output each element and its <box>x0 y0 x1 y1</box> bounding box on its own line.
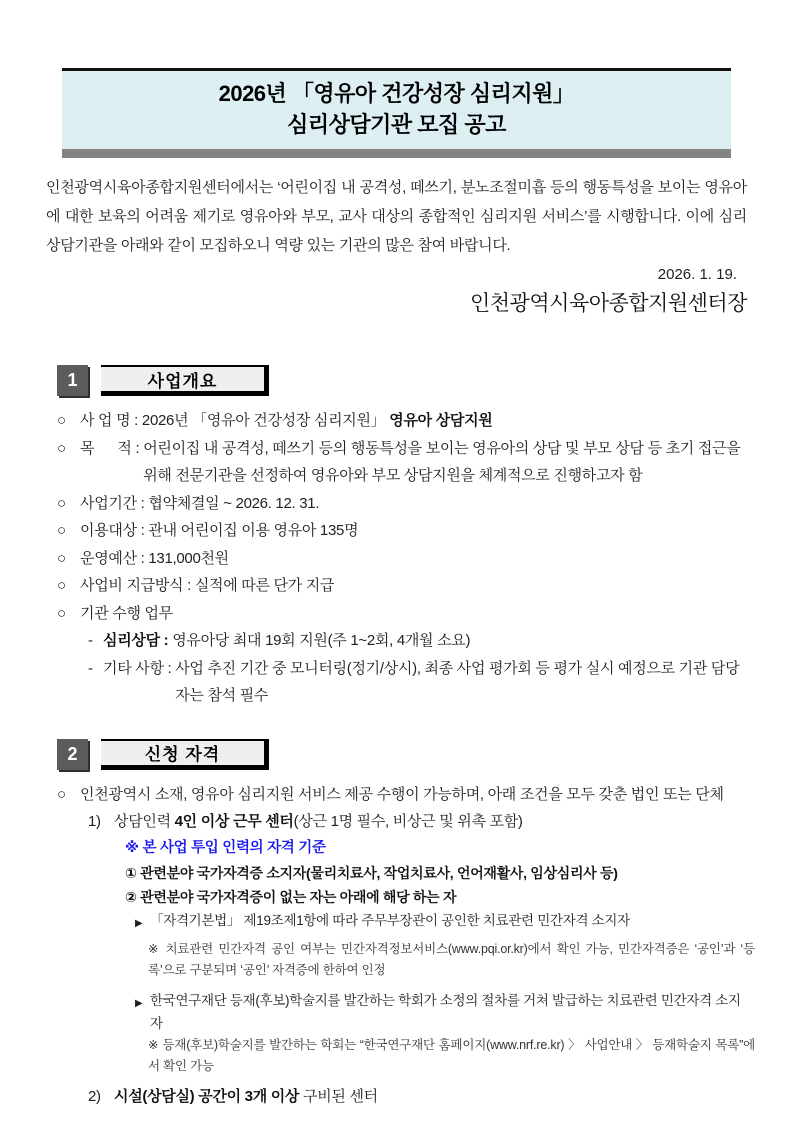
subrow-value: 사업 추진 기간 중 모니터링(정기/상시), 최종 사업 평가회 등 평가 실시 예정으로 기관 담당자는 참석 필수 <box>175 659 740 704</box>
circle-bullet-icon: ○ <box>57 785 66 803</box>
row-value: 협약체결일 ~ 2026. 12. 31. <box>148 494 320 512</box>
issuer-signature: 인천광역시육아종합지원센터장 <box>469 292 747 315</box>
announcement-date: 2026. 1. 19. <box>657 266 737 283</box>
section-2-number-badge: 2 <box>57 739 88 770</box>
section-2-body <box>57 781 751 809</box>
row-label: 사 업 명 : <box>80 412 142 429</box>
value-text: 2026년 「영유아 건강성장 심리지원」 <box>141 412 390 429</box>
circle-bullet-icon: ○ <box>57 439 66 457</box>
note-private-license-check: ※ 치료관련 민간자격 공인 여부는 민간자격정보서비스(www.pqi.or.kr)에서 확인 가능, 민간자격증은 ‘공인’과 ‘등록’으로 구분되며 ‘공인’ 자격증에 한하여 인정 <box>148 942 755 977</box>
section-1-title: 사업개요 <box>101 365 269 396</box>
row-label: 목 적 : <box>80 439 144 457</box>
subrow-label-bold: 심리상담 : <box>103 632 173 649</box>
row-value: 관내 어린이집 이용 영유아 135명 <box>148 522 359 539</box>
circle-bullet-icon: ○ <box>57 549 66 567</box>
row-label: 사업비 지급방식 : <box>80 577 195 594</box>
row-label: 이용대상 : <box>80 522 149 539</box>
section-1-body <box>57 407 751 710</box>
intro-paragraph: 인천광역시육아종합지원센터에서는 ‘어린이집 내 공격성, 떼쓰기, 분노조절미흡 등의 행동특성을 보이는 영유아에 대한 보육의 어려움 제기로 영유아와 부모, 교사 대상의 종합적인 심리지원 서비스’를 시행합니다. 이에 심리상담기관을 아래와 같이 모집하오니 역량 있는 기관의 많은 참여 바랍니다. <box>46 179 747 254</box>
bullet-nrf-journal-license <box>135 989 753 1035</box>
requirement-2 <box>88 1083 793 1111</box>
row-purpose <box>57 435 751 490</box>
title-underline-bar <box>62 149 731 158</box>
subrow-value: 영유아당 최대 19회 지원(주 1~2회, 4개월 소요) <box>172 632 471 649</box>
circle-bullet-icon: ○ <box>57 412 66 429</box>
bullet-text: 한국연구재단 등재(후보)학술지를 발간하는 학회가 소정의 절차를 거쳐 발급하는 치료관련 민간자격 소지자 <box>150 993 741 1031</box>
row-label: 사업기간 : <box>80 494 149 512</box>
item-text <box>114 1083 793 1111</box>
notice-title-banner <box>62 68 731 149</box>
bullet-accredited-private-license <box>135 909 753 935</box>
arrow-bullet-icon: ▶ <box>135 998 143 1009</box>
section-2-title: 신청 자격 <box>101 739 269 770</box>
bullet-text: 「자격기본법」 제19조제1항에 따라 주무부장관이 공인한 치료관련 민간자격 소지자 <box>150 913 630 928</box>
notice-title-line1: 2026년 「영유아 건강성장 심리지원」 <box>218 81 575 106</box>
row-value: 131,000천원 <box>148 549 229 567</box>
row-agency-duties <box>57 600 751 628</box>
requirement-1 <box>88 808 793 836</box>
row-project-name <box>57 407 751 435</box>
dash-bullet-icon: - <box>88 632 93 649</box>
row-value: 어린이집 내 공격성, 떼쓰기 등의 행동특성을 보이는 영유아의 상담 및 부모 상담 등 초기 접근을 위해 전문기관을 선정하여 영유아와 부모 상담지원을 체계적으로 진행하고자 함 <box>143 439 741 484</box>
value-bold-text: 영유아 상담지원 <box>389 412 493 429</box>
section-1-number-badge: 1 <box>57 365 88 396</box>
item-number: 2) <box>88 1088 105 1105</box>
subrow-counseling <box>88 627 751 655</box>
item-number: 1) <box>88 813 105 830</box>
row-label: 기관 수행 업무 <box>80 604 173 622</box>
value-text: 상담인력 <box>114 813 175 830</box>
circle-bullet-icon: ○ <box>57 494 66 512</box>
subrow-other-matters <box>88 655 751 710</box>
value-bold-text: 시설(상담실) 공간이 3개 이상 <box>114 1088 300 1105</box>
row-payment-method <box>57 572 751 600</box>
section-1-header <box>57 365 793 396</box>
dash-bullet-icon: - <box>88 659 93 677</box>
row-target-users <box>57 517 751 545</box>
value-text: 구비된 센터 <box>299 1088 378 1105</box>
row-period <box>57 490 751 518</box>
row-value: 인천광역시 소재, 영유아 심리지원 서비스 제공 수행이 가능하며, 아래 조건을 모두 갖춘 법인 또는 단체 <box>80 785 724 803</box>
item-text <box>114 808 793 836</box>
circle-bullet-icon: ○ <box>57 604 66 622</box>
value-bold-text: 4인 이상 근무 센터 <box>174 813 294 830</box>
section-2-header <box>57 739 793 770</box>
row-budget <box>57 545 751 573</box>
circle-bullet-icon: ○ <box>57 522 66 539</box>
arrow-bullet-icon: ▶ <box>135 918 143 929</box>
notice-title-line2: 심리상담기관 모집 공고 <box>287 112 506 137</box>
criterion-no-national-license: ② 관련분야 국가자격증이 없는 자는 아래에 해당 하는 자 <box>125 889 457 905</box>
note-nrf-journal-check: ※ 등재(후보)학술지를 발간하는 학회는 “한국연구재단 홈페이지(www.nrf.re.kr) 〉 사업안내 〉 등재학술지 목록”에서 확인 가능 <box>148 1038 755 1073</box>
row-label: 운영예산 : <box>80 549 149 567</box>
row-value <box>142 407 751 435</box>
criterion-national-license: ① 관련분야 국가자격증 소지자(물리치료사, 작업치료사, 언어재활사, 임상심리사 등) <box>125 865 618 881</box>
row-value: 실적에 따른 단가 지급 <box>194 577 335 594</box>
circle-bullet-icon: ○ <box>57 577 66 594</box>
personnel-qualification-note: ※ 본 사업 투입 인력의 자격 기준 <box>125 840 326 856</box>
row-eligibility-intro <box>57 781 751 809</box>
subrow-label: 기타 사항 : <box>103 659 176 677</box>
value-text: (상근 1명 필수, 비상근 및 위촉 포함) <box>293 813 523 830</box>
